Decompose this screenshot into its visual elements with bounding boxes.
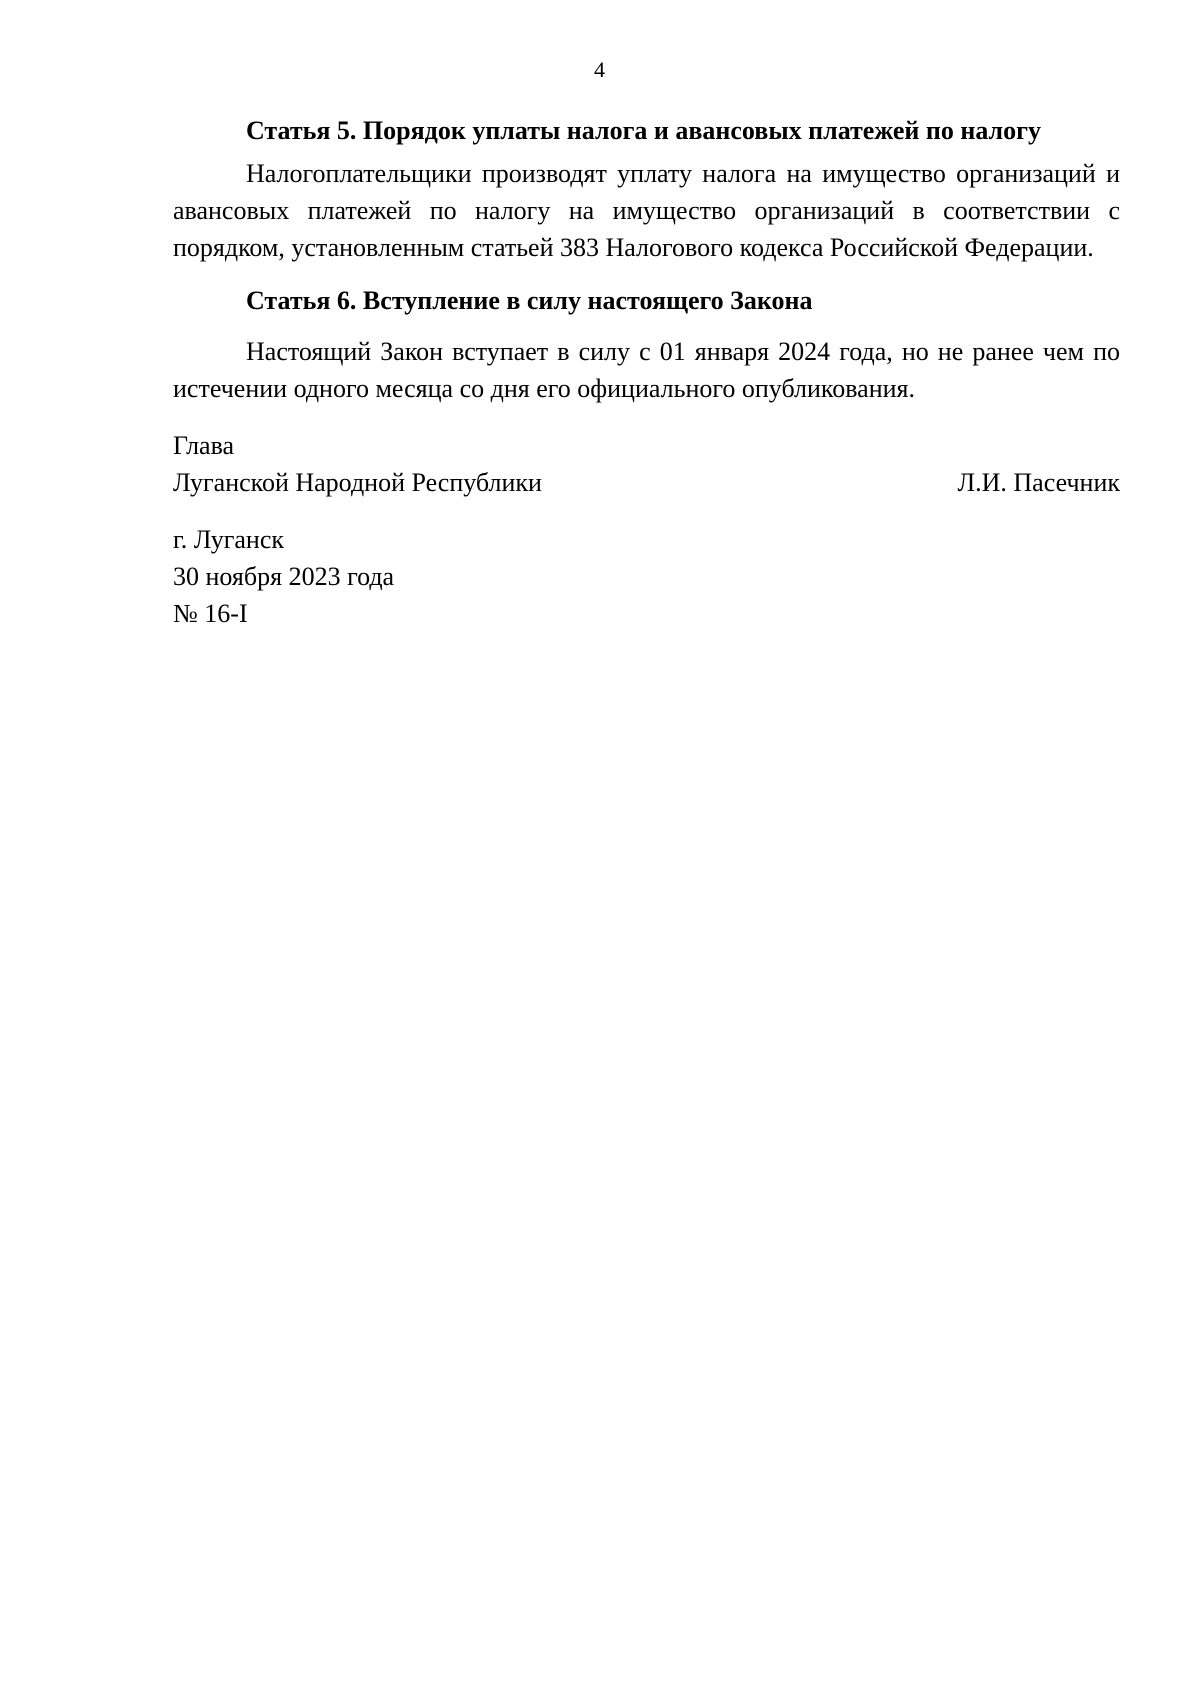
article-6-text: Настоящий Закон вступает в силу с 01 января 2024 года, но не ранее чем по истечении одного месяца со дня его официального опубликования. — [173, 337, 1120, 403]
signature-title-line1: Глава — [173, 431, 235, 460]
issue-date: 30 ноября 2023 года — [173, 562, 395, 591]
issue-place: г. Луганск — [173, 525, 285, 554]
signature-block — [173, 427, 1120, 501]
article-5-text: Налогоплательщики производят уплату налога на имущество организаций и авансовых платежей по налогу на имущество организаций в соответствии с порядком, установленным статьей 383 Налогового кодекса Российской Федерации. — [173, 159, 1120, 262]
document-body — [173, 112, 1120, 632]
article-6-heading: Статья 6. Вступление в силу настоящего Закона — [246, 286, 813, 315]
signature-title-line2: Луганской Народной Республики — [173, 468, 542, 497]
page-number: 4 — [594, 57, 605, 82]
article-5-heading: Статья 5. Порядок уплаты налога и авансовых платежей по налогу — [246, 116, 1041, 145]
issue-details — [173, 521, 1120, 632]
signatory-name: Л.И. Пасечник — [957, 468, 1120, 497]
issue-number: № 16-I — [173, 599, 248, 628]
